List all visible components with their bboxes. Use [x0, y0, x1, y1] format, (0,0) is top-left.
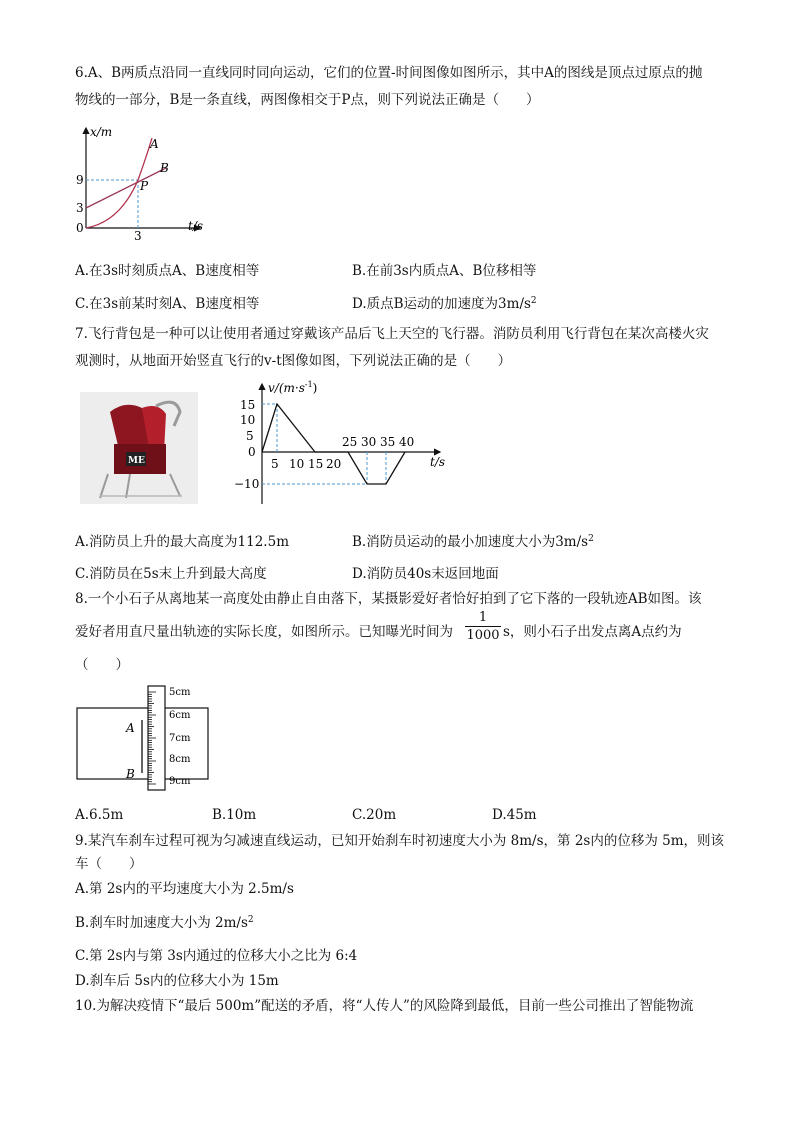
q9-option-c: C.第 2s内与第 3s内通过的位移大小之比为 6:4	[75, 948, 358, 964]
q6-option-b: B.在前3s内质点A、B位移相等	[352, 263, 537, 279]
q7-stem-line-2: 观测时，从地面开始竖直飞行的v-t图像如图，下列说法正确的是（ ）	[75, 353, 512, 369]
q6-option-a: A.在3s时刻质点A、B速度相等	[75, 263, 260, 279]
q6-x-tick-3: 3	[134, 229, 142, 242]
q7-x-axis-label: t/s	[430, 455, 446, 469]
q8-option-a: A.6.5m	[75, 807, 124, 823]
q8-ruler-label-9cm: 9cm	[169, 776, 191, 787]
q7-x-tick-35: 35	[380, 435, 396, 449]
q7-origin-label: 0	[248, 445, 256, 459]
q8-ruler-label-5cm: 5cm	[169, 687, 191, 698]
q8-label-a: A	[126, 721, 135, 735]
q9-option-d: D.刹车后 5s内的位移大小为 15m	[75, 973, 279, 989]
jetpack-photo-text: ME	[128, 456, 145, 466]
q7-y-tick-15: 15	[240, 398, 256, 412]
q8-stem-line-3: （ ）	[75, 657, 129, 673]
q8-label-b: B	[126, 767, 135, 781]
q6-y-tick-3: 3	[76, 201, 84, 215]
q8-fraction-denominator: 1000	[466, 628, 500, 643]
q8-ruler-label-7cm: 7cm	[169, 733, 191, 744]
q8-fraction-numerator: 1	[465, 610, 501, 627]
q7-option-a: A.消防员上升的最大高度为112.5m	[75, 534, 289, 550]
q6-option-d-text: D.质点B运动的加速度为3m/s	[352, 296, 531, 312]
q9-option-b-text: B.刹车时加速度大小为 2m/s	[75, 915, 248, 931]
q6-label-a: A	[150, 137, 159, 151]
q7-option-b-exp: 2	[588, 534, 594, 544]
q9-option-b	[75, 914, 254, 932]
q7-x-tick-5: 5	[271, 457, 279, 471]
q8-exposure-fraction	[465, 610, 501, 645]
q8-ruler-label-8cm: 8cm	[169, 754, 191, 765]
q7-option-d: D.消防员40s末返回地面	[352, 566, 499, 582]
jetpack-photo	[80, 392, 198, 504]
q7-y-tick-neg10: −10	[234, 477, 260, 491]
q8-stem-line-1: 8.一个小石子从离地某一高度处由静止自由落下，某摄影爱好者恰好拍到了它下落的一段轨迹AB如图。该	[75, 591, 702, 607]
q6-label-p: P	[140, 179, 149, 193]
q6-option-d	[352, 295, 537, 313]
q6-option-c: C.在3s前某时刻A、B速度相等	[75, 296, 260, 312]
q8-stem-line-2-pre: 爱好者用直尺量出轨迹的实际长度，如图所示。已知曝光时间为	[75, 624, 453, 640]
q8-stem-line-2-post: s，则小石子出发点离A点约为	[503, 624, 682, 640]
q8-option-c: C.20m	[352, 807, 397, 823]
q9-option-b-exp: 2	[247, 915, 254, 925]
q7-x-tick-10: 10	[289, 457, 305, 471]
q6-xt-graph	[70, 122, 210, 242]
q6-stem-line-1: 6.A、B两质点沿同一直线同时同向运动，它们的位置-时间图像如图所示，其中A的图线是顶点过原点的抛	[75, 65, 703, 81]
q8-ruler-figure	[76, 682, 216, 794]
q10-stem-line-1: 10.为解决疫情下“最后 500m”配送的矛盾，将“人传人”的风险降到最低，目前一些公司推出了智能物流	[75, 998, 694, 1014]
q6-option-d-exp: 2	[530, 296, 537, 306]
q7-x-tick-30: 30	[361, 435, 377, 449]
q7-x-tick-20: 20	[326, 457, 342, 471]
q7-option-c: C.消防员在5s末上升到最大高度	[75, 566, 267, 582]
q7-x-tick-40: 40	[399, 435, 415, 449]
q7-stem-line-1: 7.飞行背包是一种可以让使用者通过穿戴该产品后飞上天空的飞行器。消防员利用飞行背包在某次高楼火灾	[75, 326, 709, 342]
q7-x-tick-15: 15	[308, 457, 324, 471]
q7-x-tick-25: 25	[342, 435, 358, 449]
q7-option-b-text: B.消防员运动的最小加速度大小为3m/s	[352, 534, 589, 550]
q7-option-b	[352, 533, 594, 551]
q7-y-tick-10: 10	[240, 413, 256, 427]
q9-stem-line-2: 车（ ）	[75, 856, 143, 872]
q9-option-a: A.第 2s内的平均速度大小为 2.5m/s	[75, 881, 294, 897]
q8-option-d: D.45m	[492, 807, 537, 823]
q7-y-axis-label: $v/(m\cdot s^{-1})$	[268, 380, 318, 395]
q8-ruler-label-6cm: 6cm	[169, 710, 191, 721]
q6-label-b: B	[160, 161, 169, 175]
q9-stem-line-1: 9.某汽车刹车过程可视为匀减速直线运动，已知开始刹车时初速度大小为 8m/s，第 2s内的位移为 5m，则该	[75, 833, 725, 849]
q6-y-axis-label: x/m	[90, 125, 113, 139]
q8-option-b: B.10m	[212, 807, 257, 823]
q7-y-tick-5: 5	[246, 429, 254, 443]
q6-y-tick-9: 9	[76, 173, 84, 187]
q7-vt-graph	[234, 378, 454, 508]
q6-x-axis-label: t/s	[188, 219, 204, 233]
q6-origin-label: 0	[76, 221, 84, 235]
q6-stem-line-2: 物线的一部分，B是一条直线，两图像相交于P点，则下列说法正确是（ ）	[75, 92, 540, 108]
